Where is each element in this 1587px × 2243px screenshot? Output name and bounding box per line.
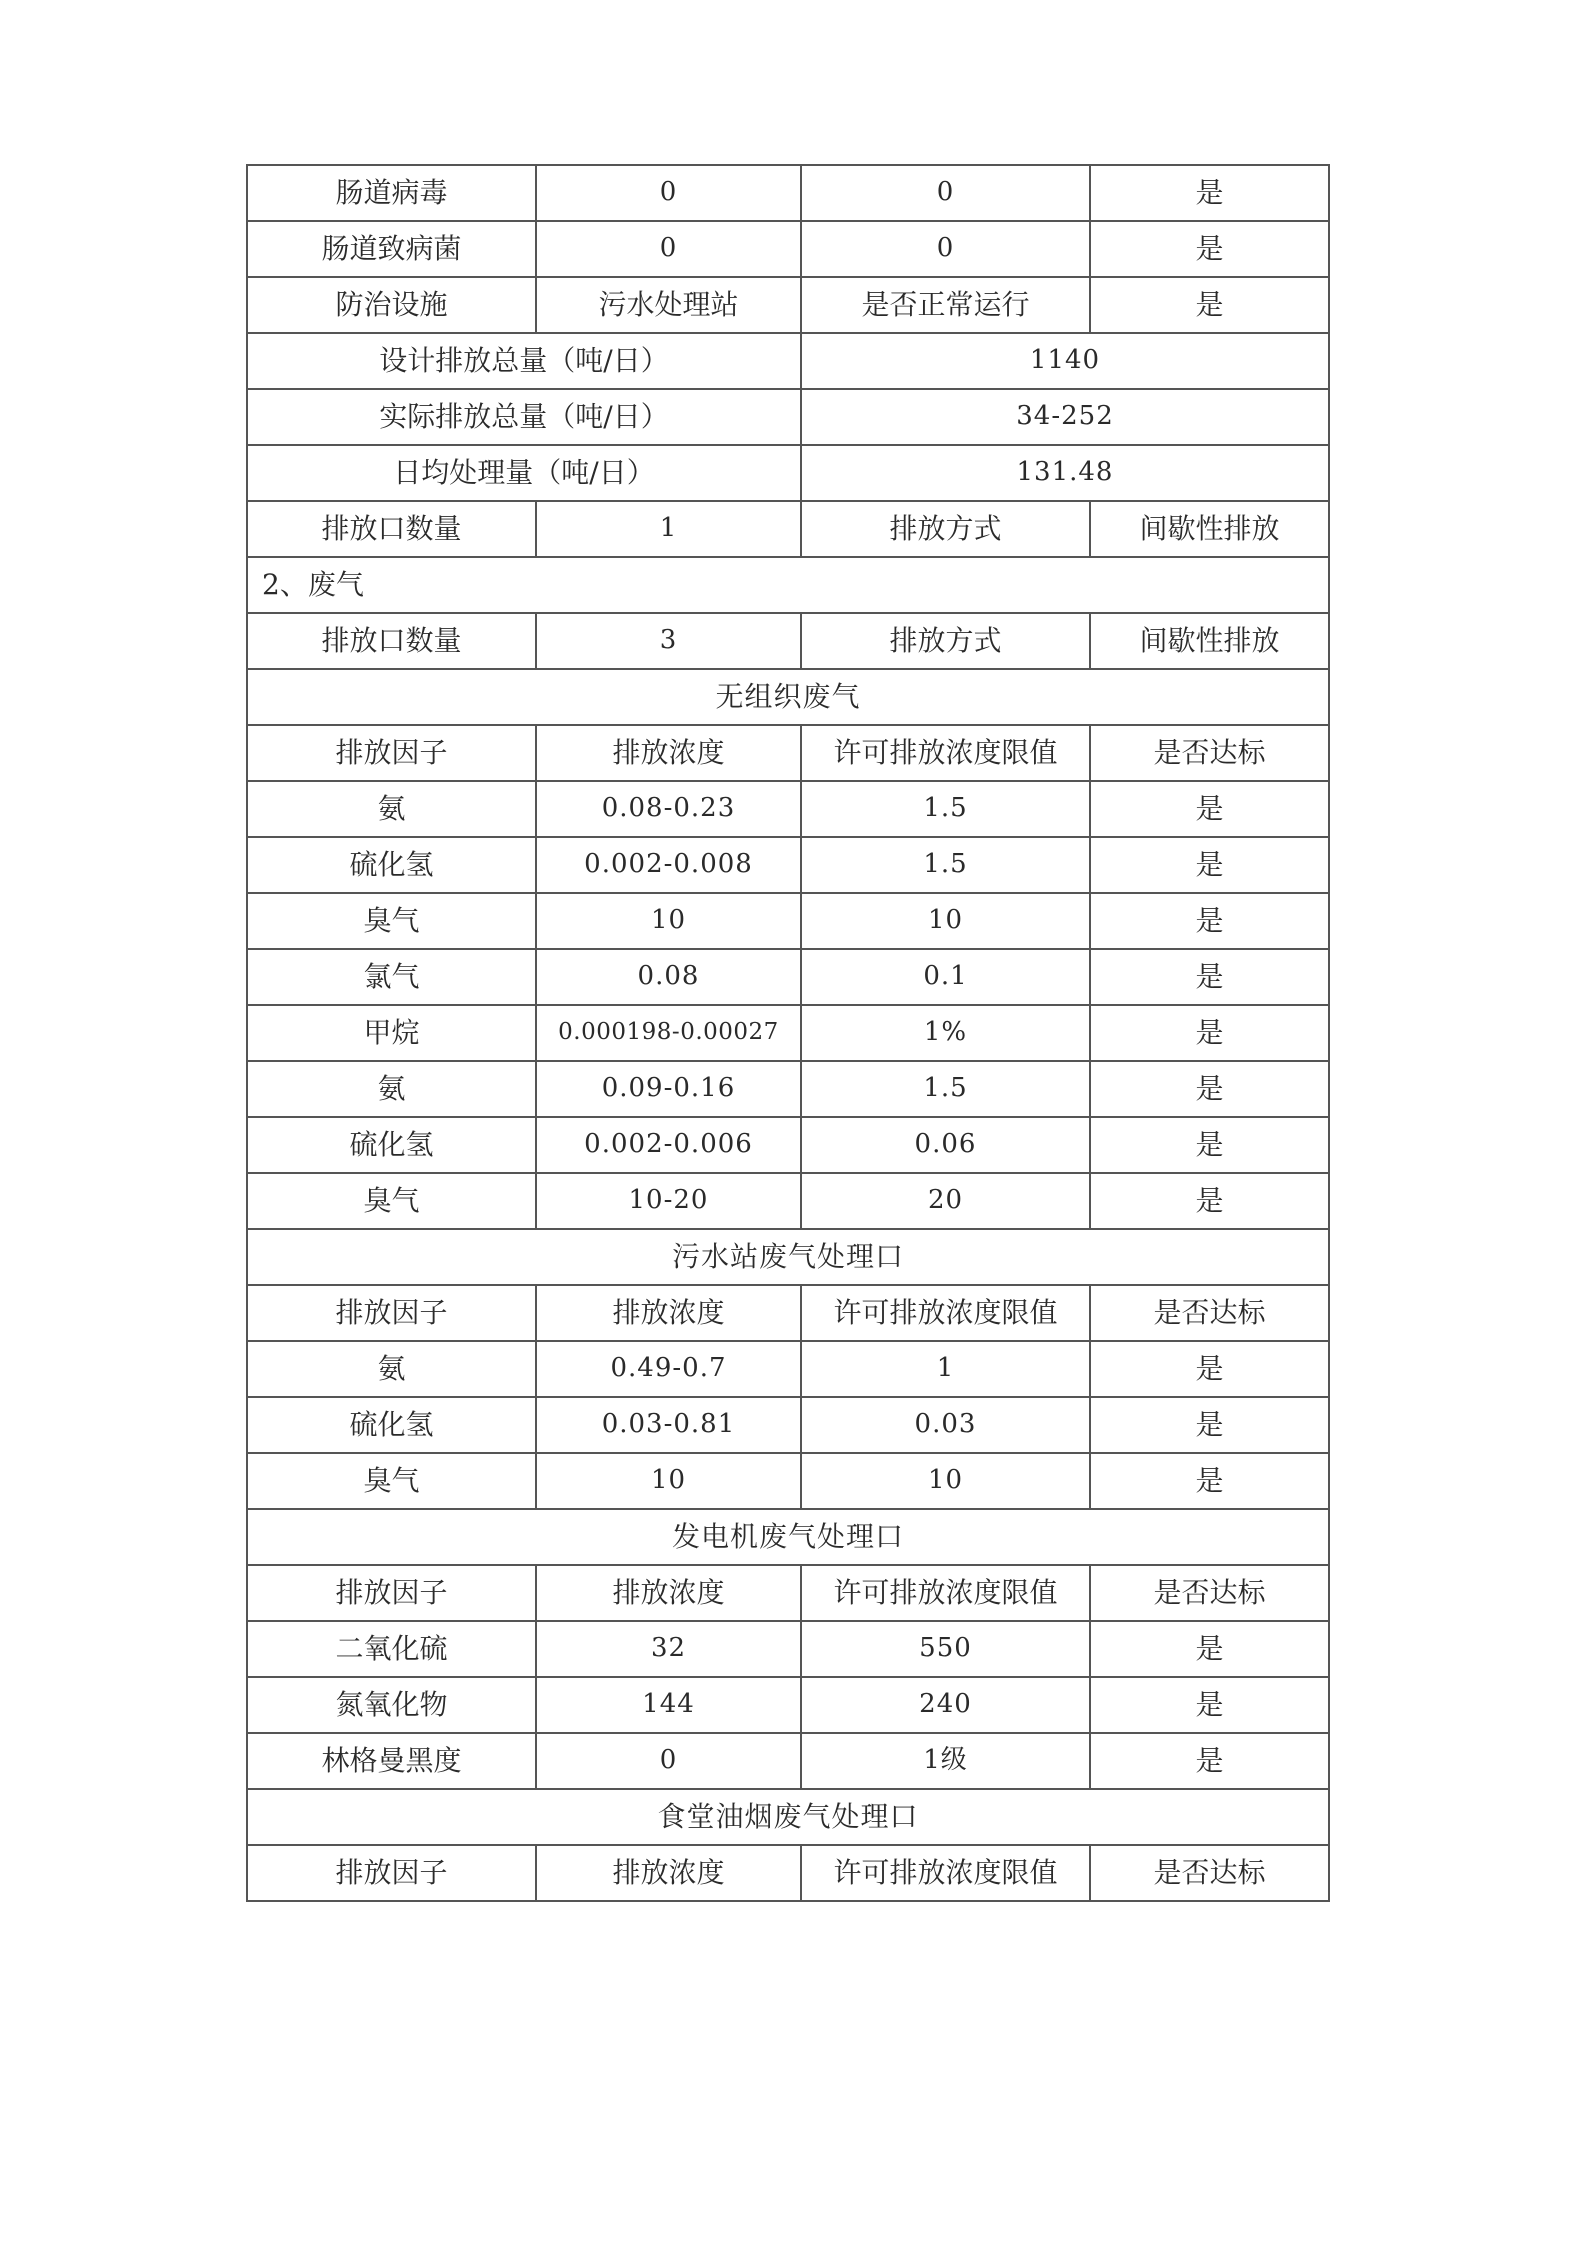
limit-cell: 1.5 [801, 837, 1090, 893]
table-row [247, 1453, 1329, 1509]
group-title: 发电机废气处理口 [247, 1509, 1329, 1565]
group-title-row [247, 1509, 1329, 1565]
concentration-cell: 0.49-0.7 [536, 1341, 801, 1397]
limit-cell: 0.03 [801, 1397, 1090, 1453]
header-limit: 许可排放浓度限值 [801, 725, 1090, 781]
group-title-row [247, 1229, 1329, 1285]
table-row [247, 1621, 1329, 1677]
value-cell: 0 [536, 221, 801, 277]
compliance-cell: 是 [1090, 1341, 1329, 1397]
compliance-cell: 是 [1090, 1397, 1329, 1453]
header-limit: 许可排放浓度限值 [801, 1845, 1090, 1901]
limit-cell: 0.1 [801, 949, 1090, 1005]
table-row [247, 221, 1329, 277]
table-row [247, 1061, 1329, 1117]
header-compliant: 是否达标 [1090, 1565, 1329, 1621]
concentration-cell: 0.03-0.81 [536, 1397, 801, 1453]
table-row [247, 333, 1329, 389]
value-cell: 0 [536, 165, 801, 221]
factor-cell: 硫化氢 [247, 837, 536, 893]
table-row [247, 165, 1329, 221]
factor-cell: 二氧化硫 [247, 1621, 536, 1677]
limit-cell: 20 [801, 1173, 1090, 1229]
table-row [247, 1117, 1329, 1173]
factor-cell: 硫化氢 [247, 1117, 536, 1173]
limit-cell: 1% [801, 1005, 1090, 1061]
label-cell: 防治设施 [247, 277, 536, 333]
limit-cell: 1.5 [801, 1061, 1090, 1117]
total-value-cell: 34-252 [801, 389, 1329, 445]
factor-cell: 氯气 [247, 949, 536, 1005]
label-cell: 是否正常运行 [801, 277, 1090, 333]
concentration-cell: 10-20 [536, 1173, 801, 1229]
header-factor: 排放因子 [247, 1565, 536, 1621]
factor-cell: 硫化氢 [247, 1397, 536, 1453]
compliance-cell: 是 [1090, 1117, 1329, 1173]
header-row [247, 1565, 1329, 1621]
compliance-cell: 是 [1090, 1453, 1329, 1509]
header-factor: 排放因子 [247, 725, 536, 781]
concentration-cell: 0 [536, 1733, 801, 1789]
total-label-cell: 实际排放总量（吨/日） [247, 389, 801, 445]
header-factor: 排放因子 [247, 1845, 536, 1901]
concentration-cell: 0.002-0.006 [536, 1117, 801, 1173]
value-cell: 1 [536, 501, 801, 557]
concentration-cell: 0.08-0.23 [536, 781, 801, 837]
factor-cell: 臭气 [247, 1453, 536, 1509]
emissions-table-body [247, 165, 1329, 1901]
total-label-cell: 设计排放总量（吨/日） [247, 333, 801, 389]
total-label-cell: 日均处理量（吨/日） [247, 445, 801, 501]
group-title: 污水站废气处理口 [247, 1229, 1329, 1285]
table-row [247, 837, 1329, 893]
value-cell: 污水处理站 [536, 277, 801, 333]
table-row [247, 445, 1329, 501]
header-compliant: 是否达标 [1090, 1845, 1329, 1901]
compliance-cell: 是 [1090, 949, 1329, 1005]
table-row [247, 1677, 1329, 1733]
table-row [247, 949, 1329, 1005]
header-row [247, 1845, 1329, 1901]
limit-cell: 1级 [801, 1733, 1090, 1789]
compliance-cell: 是 [1090, 1173, 1329, 1229]
table-row [247, 613, 1329, 669]
header-compliant: 是否达标 [1090, 725, 1329, 781]
table-row [247, 781, 1329, 837]
header-concentration: 排放浓度 [536, 1845, 801, 1901]
factor-cell: 肠道病毒 [247, 165, 536, 221]
table-row [247, 1397, 1329, 1453]
compliance-cell: 是 [1090, 1005, 1329, 1061]
header-row [247, 1285, 1329, 1341]
table-row [247, 1173, 1329, 1229]
compliance-cell: 是 [1090, 221, 1329, 277]
label-cell: 排放方式 [801, 613, 1090, 669]
factor-cell: 氨 [247, 781, 536, 837]
value-cell: 0 [801, 165, 1090, 221]
header-limit: 许可排放浓度限值 [801, 1565, 1090, 1621]
factor-cell: 臭气 [247, 1173, 536, 1229]
compliance-cell: 是 [1090, 893, 1329, 949]
limit-cell: 1.5 [801, 781, 1090, 837]
concentration-cell: 32 [536, 1621, 801, 1677]
table-row [247, 501, 1329, 557]
header-row [247, 725, 1329, 781]
compliance-cell: 是 [1090, 1733, 1329, 1789]
limit-cell: 10 [801, 1453, 1090, 1509]
factor-cell: 林格曼黑度 [247, 1733, 536, 1789]
limit-cell: 1 [801, 1341, 1090, 1397]
value-cell: 0 [801, 221, 1090, 277]
compliance-cell: 是 [1090, 781, 1329, 837]
total-value-cell: 131.48 [801, 445, 1329, 501]
emissions-table [246, 164, 1330, 1902]
header-concentration: 排放浓度 [536, 1285, 801, 1341]
group-title: 食堂油烟废气处理口 [247, 1789, 1329, 1845]
compliance-cell: 是 [1090, 1677, 1329, 1733]
compliance-cell: 是 [1090, 165, 1329, 221]
factor-cell: 氨 [247, 1061, 536, 1117]
concentration-cell: 0.002-0.008 [536, 837, 801, 893]
limit-cell: 10 [801, 893, 1090, 949]
compliance-cell: 是 [1090, 1621, 1329, 1677]
factor-cell: 氮氧化物 [247, 1677, 536, 1733]
label-cell: 排放方式 [801, 501, 1090, 557]
table-row [247, 1005, 1329, 1061]
group-title-row [247, 669, 1329, 725]
header-compliant: 是否达标 [1090, 1285, 1329, 1341]
limit-cell: 240 [801, 1677, 1090, 1733]
table-row [247, 277, 1329, 333]
compliance-cell: 是 [1090, 1061, 1329, 1117]
group-title-row [247, 1789, 1329, 1845]
value-cell: 间歇性排放 [1090, 501, 1329, 557]
header-concentration: 排放浓度 [536, 725, 801, 781]
concentration-cell: 0.08 [536, 949, 801, 1005]
table-row [247, 389, 1329, 445]
table-row [247, 893, 1329, 949]
concentration-cell: 144 [536, 1677, 801, 1733]
header-factor: 排放因子 [247, 1285, 536, 1341]
concentration-cell: 10 [536, 893, 801, 949]
value-cell: 间歇性排放 [1090, 613, 1329, 669]
header-limit: 许可排放浓度限值 [801, 1285, 1090, 1341]
concentration-cell: 0.09-0.16 [536, 1061, 801, 1117]
factor-cell: 臭气 [247, 893, 536, 949]
table-row [247, 1341, 1329, 1397]
value-cell: 是 [1090, 277, 1329, 333]
label-cell: 排放口数量 [247, 613, 536, 669]
factor-cell: 甲烷 [247, 1005, 536, 1061]
table-row [247, 557, 1329, 613]
section-title: 2、废气 [247, 557, 1329, 613]
value-cell: 3 [536, 613, 801, 669]
concentration-cell: 10 [536, 1453, 801, 1509]
label-cell: 排放口数量 [247, 501, 536, 557]
factor-cell: 肠道致病菌 [247, 221, 536, 277]
limit-cell: 550 [801, 1621, 1090, 1677]
factor-cell: 氨 [247, 1341, 536, 1397]
compliance-cell: 是 [1090, 837, 1329, 893]
group-title: 无组织废气 [247, 669, 1329, 725]
header-concentration: 排放浓度 [536, 1565, 801, 1621]
concentration-cell: 0.000198-0.00027 [536, 1005, 801, 1061]
limit-cell: 0.06 [801, 1117, 1090, 1173]
table-row [247, 1733, 1329, 1789]
total-value-cell: 1140 [801, 333, 1329, 389]
